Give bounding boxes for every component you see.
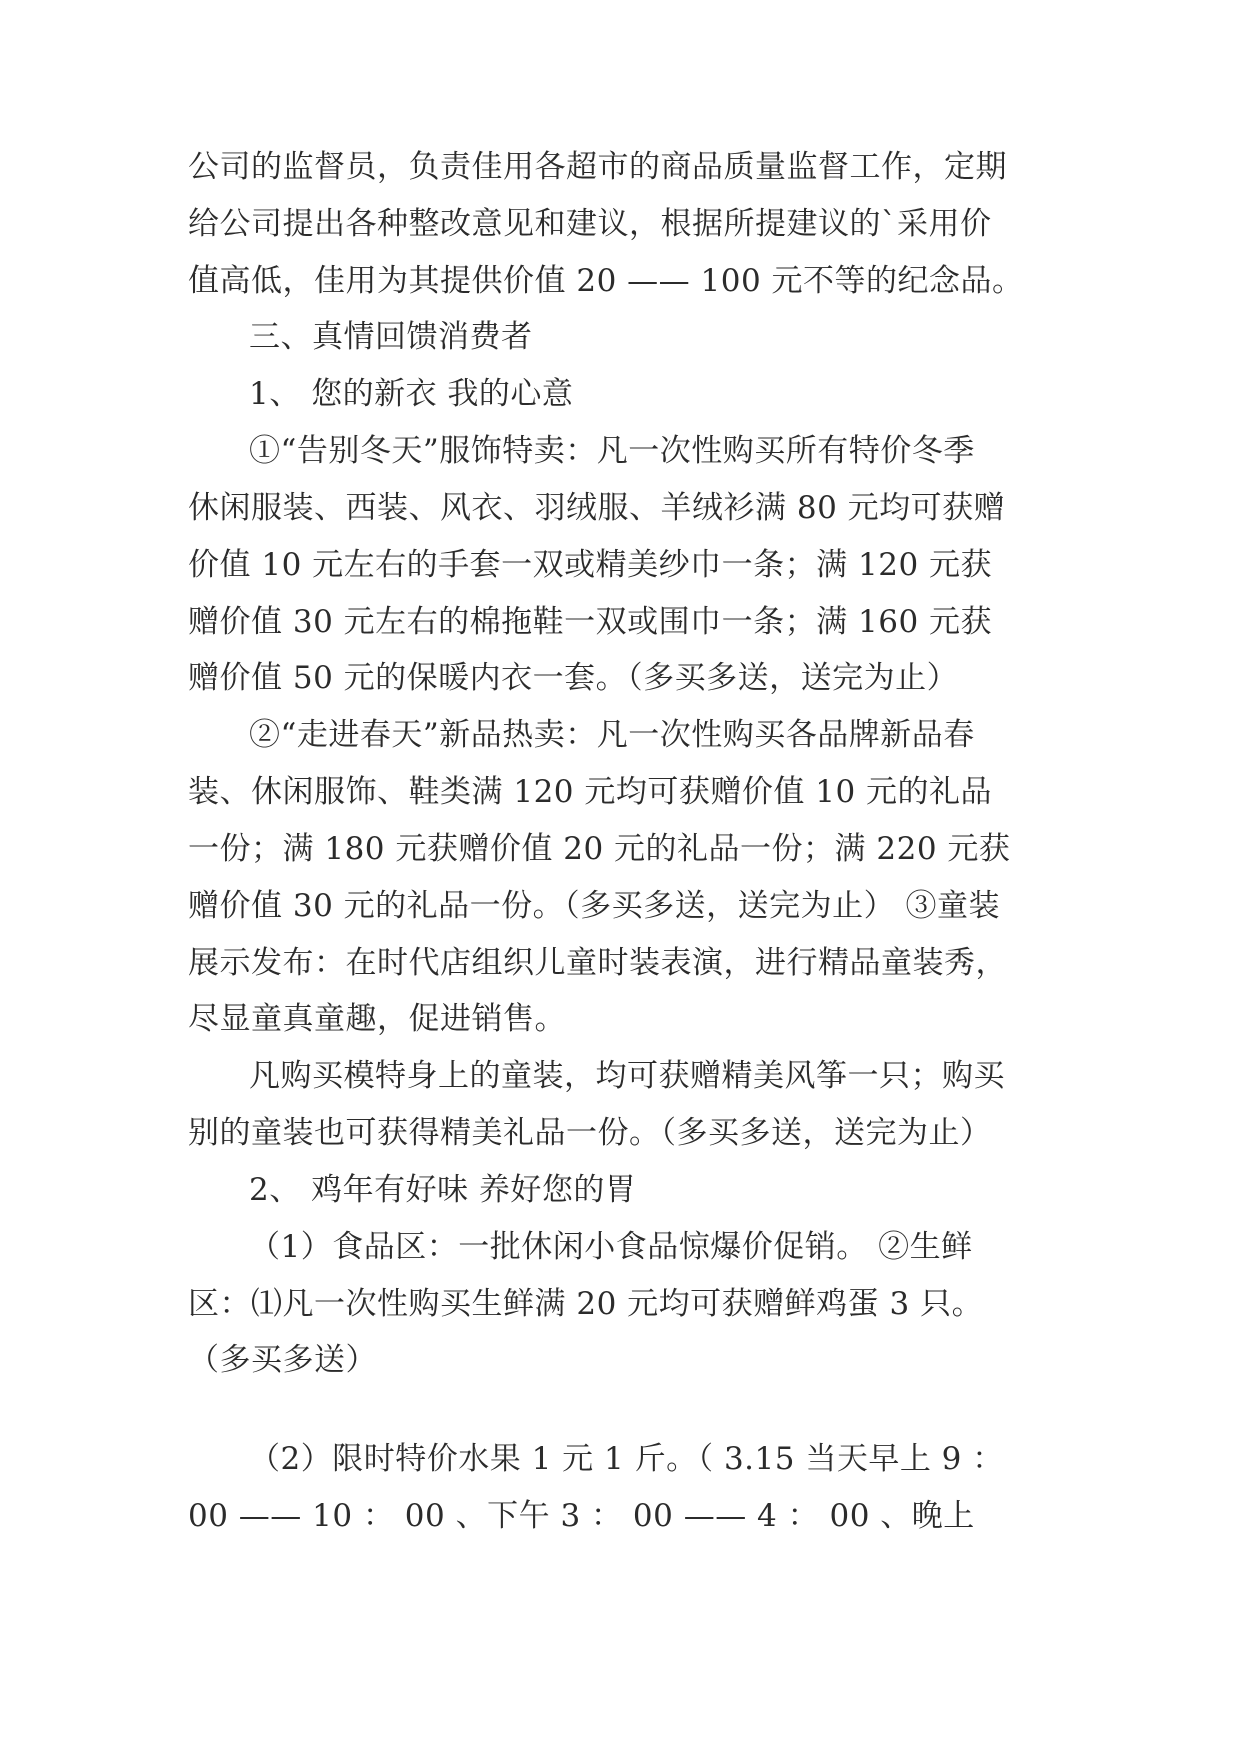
text-line-1: 公司的监督员，负责佳用各超市的商品质量监督工作，定期 bbox=[188, 149, 1007, 185]
text-line-9: 赠价值 30 元左右的棉拖鞋一双或围巾一条；满 160 元获 bbox=[188, 604, 993, 640]
text-line-24: 00 —— 10 ： 00 、下午 3 ： 00 —— 4 ： 00 、晚上 bbox=[188, 1498, 975, 1534]
text-line-20: （1）食品区：一批休闲小食品惊爆价促销。 ②生鲜 bbox=[249, 1229, 973, 1265]
text-line-17: 凡购买模特身上的童装，均可获赠精美风筝一只；购买 bbox=[249, 1058, 1005, 1094]
text-line-13: 一份；满 180 元获赠价值 20 元的礼品一份；满 220 元获 bbox=[188, 831, 1011, 867]
text-line-22: （多买多送） bbox=[188, 1342, 377, 1378]
text-line-15: 展示发布：在时代店组织儿童时装表演，进行精品童装秀， bbox=[188, 945, 1007, 981]
text-line-18: 别的童装也可获得精美礼品一份。（多买多送，送完为止） bbox=[188, 1115, 992, 1151]
text-line-6: ①“告别冬天”服饰特卖：凡一次性购买所有特价冬季 bbox=[249, 433, 975, 469]
text-line-16: 尽显童真童趣，促进销售。 bbox=[188, 1001, 566, 1037]
text-line-11: ②“走进春天”新品热卖：凡一次性购买各品牌新品春 bbox=[249, 717, 975, 753]
subsection-heading-1: 1、 您的新衣 我的心意 bbox=[249, 376, 574, 412]
text-line-10: 赠价值 50 元的保暖内衣一套。（多买多送，送完为止） bbox=[188, 660, 959, 696]
section-heading: 三、真情回馈消费者 bbox=[249, 319, 533, 355]
text-line-23: （2）限时特价水果 1 元 1 斤。（ 3.15 当天早上 9 ： bbox=[249, 1441, 1004, 1477]
text-line-14: 赠价值 30 元的礼品一份。（多买多送，送完为止） ③童装 bbox=[188, 888, 1001, 924]
text-line-3: 值高低，佳用为其提供价值 20 —— 100 元不等的纪念品。 bbox=[188, 263, 1024, 299]
text-line-8: 价值 10 元左右的手套一双或精美纱巾一条；满 120 元获 bbox=[188, 547, 993, 583]
text-line-7: 休闲服装、西装、风衣、羽绒服、羊绒衫满 80 元均可获赠 bbox=[188, 490, 1006, 526]
text-line-12: 装、休闲服饰、鞋类满 120 元均可获赠价值 10 元的礼品 bbox=[188, 774, 993, 810]
text-line-21: 区：⑴凡一次性购买生鲜满 20 元均可获赠鲜鸡蛋 3 只。 bbox=[188, 1286, 984, 1322]
text-line-2: 给公司提出各种整改意见和建议，根据所提建议的`采用价 bbox=[188, 206, 992, 242]
subsection-heading-2: 2、 鸡年有好味 养好您的胃 bbox=[249, 1172, 637, 1208]
